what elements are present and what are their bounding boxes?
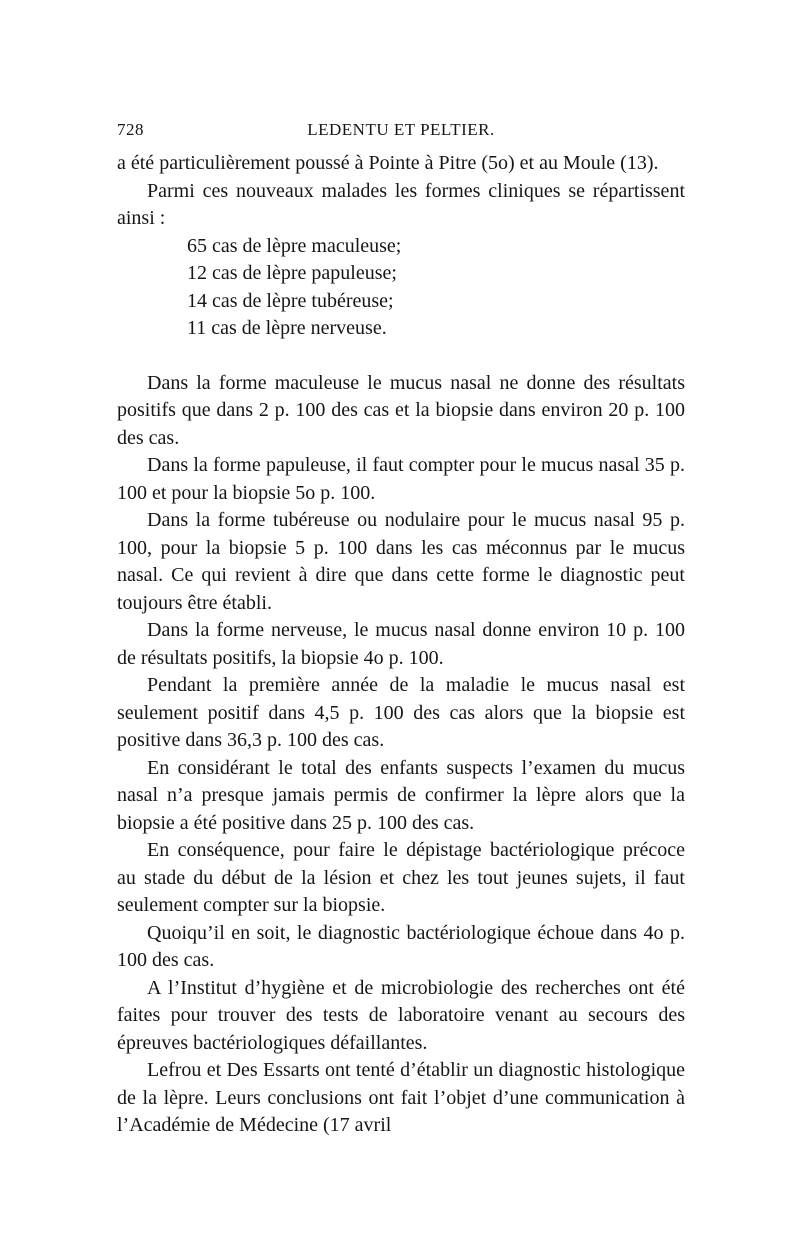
paragraph: A l’Institut d’hygiène et de microbiologie des recherches ont été faites pour trouver des tests de laboratoire venant au secours des épreuves bactériologiques défaillantes. (117, 976, 685, 1054)
paragraph: Pendant la première année de la maladie le mucus nasal est seulement positif dans 4,5 p. 100 des cas alors que la biopsie est positive dans 36,3 p. 100 des cas. (117, 674, 685, 751)
paragraph: Parmi ces nouveaux malades les formes cliniques se répartissent ainsi : (117, 179, 685, 229)
list-item: 14 cas de lèpre tubéreuse; (187, 289, 394, 312)
body-text (117, 150, 685, 1140)
clinical-forms-list (117, 233, 685, 343)
list-item: 12 cas de lèpre papuleuse; (187, 262, 397, 284)
list-item: 65 cas de lèpre maculeuse; (187, 234, 402, 257)
paragraph: Dans la forme nerveuse, le mucus nasal donne environ 10 p. 100 de résultats positifs, la biopsie 4o p. 100. (117, 619, 685, 669)
paragraph: Dans la forme tubéreuse ou nodulaire pour le mucus nasal 95 p. 100, pour la biopsie 5 p. 100 dans les cas méconnus par le mucus nasal. Ce qui revient à dire que dans cette forme le diagnostic peut toujours être établi. (117, 509, 685, 614)
paragraph: Lefrou et Des Essarts ont tenté d’établir un diagnostic histologique de la lèpre. Leurs conclusions ont fait l’objet d’une communication à l’Académie de Médecine (17 avril (117, 1059, 685, 1136)
running-head: LEDENTU ET PELTIER. (307, 120, 495, 139)
list-item: 11 cas de lèpre nerveuse. (187, 317, 387, 339)
paragraph: Dans la forme maculeuse le mucus nasal ne donne des résultats positifs que dans 2 p. 100 des cas et la biopsie dans environ 20 p. 100 des cas. (117, 371, 685, 449)
paragraph: a été particulièrement poussé à Pointe à Pitre (5o) et au Moule (13). (117, 152, 659, 174)
paragraph: Quoiqu’il en soit, le diagnostic bactériologique échoue dans 4o p. 100 des cas. (117, 921, 685, 971)
page-header (117, 120, 685, 144)
paragraph: En conséquence, pour faire le dépistage bactériologique précoce au stade du début de la lésion et chez les tout jeunes sujets, il faut seulement compter sur la biopsie. (117, 839, 685, 916)
paragraph: Dans la forme papuleuse, il faut compter pour le mucus nasal 35 p. 100 et pour la biopsie 5o p. 100. (117, 454, 685, 504)
page-number: 728 (117, 120, 144, 139)
paragraph: En considérant le total des enfants suspects l’examen du mucus nasal n’a presque jamais permis de confirmer la lèpre alors que la biopsie a été positive dans 25 p. 100 des cas. (117, 756, 685, 834)
